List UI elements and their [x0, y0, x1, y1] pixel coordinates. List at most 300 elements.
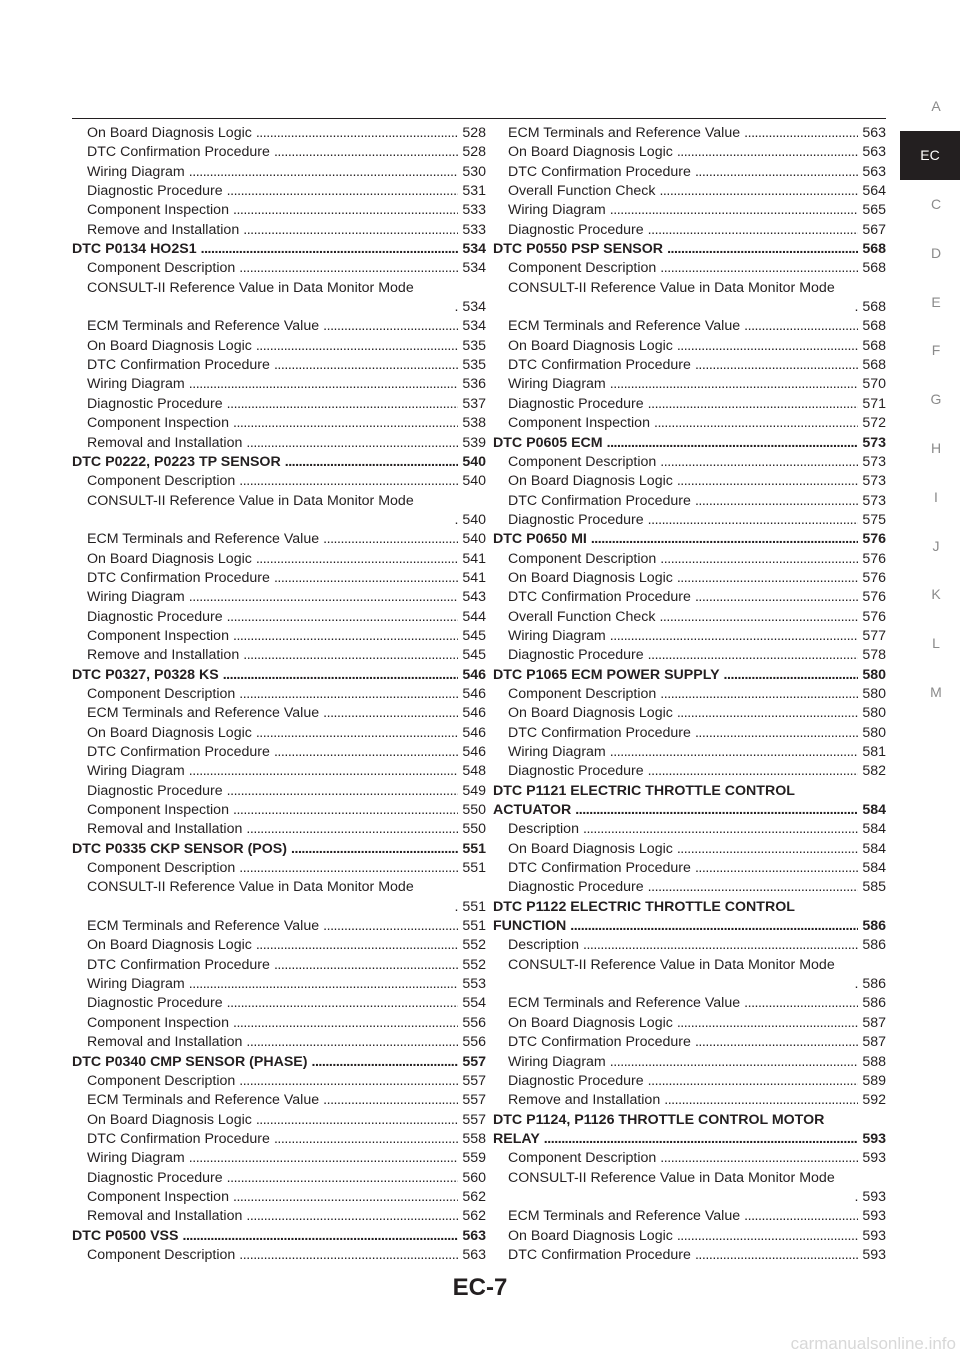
section-tab-ec[interactable]: EC — [900, 131, 960, 180]
entry-page: 584 — [862, 821, 886, 838]
entry-page: 585 — [862, 879, 886, 896]
entry-title: DTC Confirmation Procedure — [508, 724, 691, 741]
section-tab-k[interactable]: K — [931, 586, 941, 603]
dot-leader — [677, 337, 859, 356]
dot-leader — [744, 994, 858, 1013]
dot-leader — [323, 917, 458, 936]
watermark: carmanualsonline.info — [790, 1334, 956, 1353]
toc-heading-entry[interactable] — [72, 1227, 486, 1246]
dot-leader — [189, 588, 459, 607]
toc-entry[interactable] — [72, 820, 486, 839]
dot-leader — [677, 472, 859, 491]
entry-page: 573 — [862, 492, 886, 509]
entry-page: 573 — [862, 434, 886, 451]
toc-entry[interactable] — [493, 395, 886, 414]
entry-title: ECM Terminals and Reference Value — [87, 918, 320, 935]
top-rule — [72, 118, 886, 119]
toc-entry[interactable] — [493, 356, 886, 375]
entry-page: 563 — [862, 125, 886, 141]
toc-entry[interactable] — [72, 201, 486, 220]
entry-title: Wiring Diagram — [508, 744, 606, 760]
entry-page: 584 — [862, 840, 886, 857]
toc-entry[interactable] — [72, 994, 486, 1013]
toc-entry[interactable] — [493, 878, 886, 897]
dot-leader — [256, 724, 459, 743]
entry-title: On Board Diagnosis Logic — [508, 705, 673, 722]
toc-entry[interactable] — [493, 646, 886, 665]
section-tab-d[interactable]: D — [930, 244, 942, 261]
section-tab-i[interactable]: I — [934, 488, 938, 505]
dot-leader — [311, 1053, 458, 1072]
entry-page: 554 — [462, 995, 486, 1012]
dot-leader — [227, 1169, 459, 1188]
toc-entry[interactable] — [72, 917, 486, 936]
toc-entry[interactable] — [72, 1169, 486, 1188]
entry-title: DTC P0550 PSP SENSOR — [493, 241, 664, 258]
toc-entry[interactable] — [493, 201, 886, 220]
toc-heading-entry[interactable] — [493, 434, 886, 453]
toc-entry[interactable] — [72, 1130, 486, 1149]
toc-entry[interactable] — [72, 1111, 486, 1130]
entry-title: DTC P0500 VSS — [72, 1227, 179, 1244]
dot-leader — [659, 608, 858, 627]
toc-entry[interactable] — [493, 279, 886, 318]
entry-page: 540 — [462, 473, 486, 490]
entry-title: DTC Confirmation Procedure — [87, 744, 270, 760]
entry-title: Component Inspection — [87, 802, 229, 819]
toc-entry[interactable] — [72, 762, 486, 781]
toc-entry[interactable] — [493, 375, 886, 394]
toc-entry[interactable] — [493, 259, 886, 278]
toc-entry[interactable] — [72, 956, 486, 975]
entry-title: Diagnostic Procedure — [508, 395, 644, 412]
entry-page: 556 — [462, 1014, 486, 1031]
dot-leader — [744, 1207, 858, 1226]
entry-title: Component Inspection — [87, 1188, 229, 1205]
toc-entry[interactable] — [493, 1246, 886, 1265]
toc-entry[interactable] — [72, 743, 486, 762]
toc-entry[interactable] — [493, 724, 886, 743]
toc-entry[interactable] — [72, 163, 486, 182]
toc-entry[interactable] — [493, 492, 886, 511]
dot-leader — [648, 511, 859, 530]
dot-leader — [274, 356, 458, 375]
entry-title: Component Description — [508, 1150, 657, 1167]
toc-entry[interactable] — [493, 859, 886, 878]
entry-page: 587 — [862, 1014, 886, 1031]
entry-page: 576 — [862, 550, 886, 567]
entry-title: On Board Diagnosis Logic — [508, 1227, 673, 1244]
entry-title: Remove and Installation — [87, 221, 240, 238]
dot-leader — [256, 1111, 459, 1130]
entry-title: CONSULT-II Reference Value in Data Monitor Mode — [87, 492, 414, 509]
dot-leader — [583, 820, 858, 839]
entry-title: On Board Diagnosis Logic — [87, 724, 252, 741]
entry-title: Wiring Diagram — [87, 1150, 185, 1167]
entry-page: 571 — [862, 395, 886, 412]
entry-title: CONSULT-II Reference Value in Data Monitor Mode — [87, 279, 414, 296]
entry-page: 570 — [862, 376, 886, 393]
toc-entry[interactable] — [72, 472, 486, 491]
dot-leader — [227, 182, 459, 201]
entry-title: Component Inspection — [87, 1014, 229, 1031]
toc-entry[interactable] — [493, 608, 886, 627]
entry-page: 546 — [462, 705, 486, 722]
section-tab-g[interactable]: G — [930, 391, 942, 408]
toc-entry[interactable] — [493, 1091, 886, 1110]
entry-page: 546 — [462, 666, 486, 683]
dot-leader — [695, 1033, 858, 1052]
toc-entry[interactable] — [72, 356, 486, 375]
entry-page: 557 — [462, 1053, 486, 1070]
entry-title: ECM Terminals and Reference Value — [87, 705, 320, 722]
dot-leader — [227, 608, 459, 627]
entry-page: 550 — [462, 821, 486, 838]
entry-page: 584 — [862, 860, 886, 877]
dot-leader — [583, 936, 858, 955]
entry-title: Remove and Installation — [87, 647, 240, 664]
entry-page: 592 — [862, 1092, 886, 1109]
toc-heading-entry[interactable] — [493, 666, 886, 685]
toc-entry[interactable] — [72, 395, 486, 414]
toc-entry[interactable] — [72, 1246, 486, 1265]
dot-leader — [239, 259, 458, 278]
entry-title: Wiring Diagram — [508, 1053, 606, 1070]
toc-left-column — [72, 124, 486, 1265]
entry-title: ECM Terminals and Reference Value — [508, 318, 741, 335]
toc-entry[interactable] — [493, 1072, 886, 1091]
entry-page: 546 — [462, 724, 486, 741]
dot-leader — [323, 317, 458, 336]
entry-page: 580 — [862, 705, 886, 722]
entry-title: Wiring Diagram — [508, 202, 606, 219]
entry-title: Wiring Diagram — [508, 627, 606, 644]
toc-heading-entry[interactable] — [493, 530, 886, 549]
entry-page: . 540 — [454, 511, 486, 528]
entry-title: Removal and Installation — [87, 434, 243, 451]
toc-entry[interactable] — [493, 511, 886, 530]
dot-leader — [243, 646, 458, 665]
entry-page: . 568 — [854, 299, 886, 316]
entry-page: 582 — [862, 763, 886, 780]
entry-page: 557 — [462, 1092, 486, 1109]
entry-page: 552 — [462, 956, 486, 973]
toc-heading-entry[interactable] — [72, 666, 486, 685]
toc-entry[interactable] — [72, 569, 486, 588]
toc-entry[interactable] — [72, 1149, 486, 1168]
entry-title: DTC Confirmation Procedure — [508, 492, 691, 509]
entry-title: DTC Confirmation Procedure — [508, 357, 691, 374]
entry-page: 534 — [462, 241, 486, 258]
toc-entry[interactable] — [72, 434, 486, 453]
toc-entry[interactable] — [72, 608, 486, 627]
toc-entry[interactable] — [493, 453, 886, 472]
entry-page: 563 — [462, 1246, 486, 1263]
entry-title: Wiring Diagram — [87, 163, 185, 180]
entry-title: DTC P1065 ECM POWER SUPPLY — [493, 666, 720, 683]
toc-heading-entry[interactable] — [493, 1111, 886, 1150]
dot-leader — [227, 395, 459, 414]
toc-entry[interactable] — [493, 1227, 886, 1246]
entry-page: 533 — [462, 202, 486, 219]
toc-entry[interactable] — [493, 1149, 886, 1168]
toc-entry[interactable] — [72, 975, 486, 994]
entry-page: 587 — [862, 1034, 886, 1051]
toc-entry[interactable] — [72, 588, 486, 607]
toc-entry[interactable] — [72, 627, 486, 646]
dot-leader — [695, 859, 858, 878]
entry-page: 550 — [462, 802, 486, 819]
entry-title: Wiring Diagram — [87, 589, 185, 606]
entry-page: 562 — [462, 1188, 486, 1205]
toc-entry[interactable] — [72, 375, 486, 394]
dot-leader — [274, 1130, 458, 1149]
entry-title: Diagnostic Procedure — [87, 1169, 223, 1186]
entry-title: On Board Diagnosis Logic — [508, 840, 673, 857]
toc-entry[interactable] — [493, 163, 886, 182]
dot-leader — [233, 1188, 458, 1207]
dot-leader — [677, 569, 859, 588]
dot-leader — [660, 259, 858, 278]
toc-entry[interactable] — [493, 956, 886, 995]
toc-heading-entry[interactable] — [72, 240, 486, 259]
toc-entry[interactable] — [493, 743, 886, 762]
entry-page: 544 — [462, 608, 486, 625]
toc-entry[interactable] — [72, 530, 486, 549]
entry-page: 540 — [462, 531, 486, 548]
toc-entry[interactable] — [72, 317, 486, 336]
toc-entry[interactable] — [493, 704, 886, 723]
entry-title: DTC P0134 HO2S1 — [72, 241, 197, 258]
toc-entry[interactable] — [493, 627, 886, 646]
toc-entry[interactable] — [72, 1188, 486, 1207]
dot-leader — [695, 724, 858, 743]
entry-page: 530 — [462, 163, 486, 180]
toc-entry[interactable] — [72, 492, 486, 531]
dot-leader — [189, 163, 459, 182]
entry-title: Component Description — [87, 860, 236, 877]
entry-page: 580 — [862, 666, 886, 683]
entry-title: Diagnostic Procedure — [87, 608, 223, 625]
entry-title: ECM Terminals and Reference Value — [508, 1208, 741, 1225]
entry-title: Removal and Installation — [87, 821, 243, 838]
dot-leader — [274, 569, 458, 588]
dot-leader — [695, 588, 858, 607]
toc-entry[interactable] — [72, 414, 486, 433]
dot-leader — [201, 240, 459, 259]
entry-page: 545 — [462, 627, 486, 644]
dot-leader — [677, 704, 859, 723]
toc-entry[interactable] — [72, 859, 486, 878]
entry-page: 562 — [462, 1208, 486, 1225]
entry-title: Diagnostic Procedure — [87, 183, 223, 200]
dot-leader — [323, 1091, 458, 1110]
dot-leader — [256, 936, 459, 955]
entry-title-continued — [493, 1130, 886, 1149]
entry-page: 560 — [462, 1169, 486, 1186]
entry-page: 576 — [862, 608, 886, 625]
entry-title: Component Description — [87, 260, 236, 277]
dot-leader — [233, 201, 458, 220]
entry-page: 568 — [862, 318, 886, 335]
toc-entry[interactable] — [493, 762, 886, 781]
entry-title: Overall Function Check — [508, 183, 656, 200]
toc-entry[interactable] — [72, 1091, 486, 1110]
toc-entry[interactable] — [72, 1014, 486, 1033]
dot-leader — [323, 704, 458, 723]
entry-title: DTC Confirmation Procedure — [508, 860, 691, 877]
entry-title: Diagnostic Procedure — [87, 995, 223, 1012]
entry-page: 568 — [862, 241, 886, 258]
section-tab-h[interactable]: H — [930, 439, 942, 456]
entry-title: Removal and Installation — [87, 1208, 243, 1225]
toc-entry[interactable] — [493, 569, 886, 588]
dot-leader — [660, 1149, 858, 1168]
toc-entry[interactable] — [493, 182, 886, 201]
toc-entry[interactable] — [493, 994, 886, 1013]
section-tab-l[interactable]: L — [932, 635, 940, 652]
toc-heading-entry[interactable] — [493, 240, 886, 259]
toc-heading-entry[interactable] — [493, 898, 886, 937]
toc-entry[interactable] — [493, 936, 886, 955]
toc-entry[interactable] — [493, 550, 886, 569]
section-tab-a[interactable]: A — [931, 98, 941, 115]
toc-entry[interactable] — [72, 801, 486, 820]
section-tab-f[interactable]: F — [931, 342, 941, 359]
dot-leader — [243, 221, 458, 240]
entry-title: ECM Terminals and Reference Value — [87, 531, 320, 548]
dot-leader — [239, 472, 458, 491]
entry-title-line2: FUNCTION — [493, 918, 567, 935]
dot-leader — [285, 453, 459, 472]
toc-entry[interactable] — [493, 414, 886, 433]
entry-title: DTC P1121 ELECTRIC THROTTLE CONTROL — [493, 782, 795, 799]
entry-page: 552 — [462, 937, 486, 954]
toc-entry[interactable] — [72, 936, 486, 955]
entry-page: 573 — [862, 453, 886, 470]
dot-leader — [610, 743, 859, 762]
entry-title: Overall Function Check — [508, 608, 656, 625]
toc-entry[interactable] — [493, 317, 886, 336]
toc-entry[interactable] — [493, 1033, 886, 1052]
toc-heading-entry[interactable] — [72, 1053, 486, 1072]
toc-heading-entry[interactable] — [72, 453, 486, 472]
entry-page: 576 — [862, 589, 886, 606]
dot-leader — [677, 1014, 859, 1033]
toc-entry[interactable] — [72, 124, 486, 143]
dot-leader — [323, 530, 458, 549]
entry-page: 563 — [862, 163, 886, 180]
toc-entry[interactable] — [493, 685, 886, 704]
toc-entry[interactable] — [493, 1207, 886, 1226]
toc-entry[interactable] — [72, 1207, 486, 1226]
dot-leader — [239, 859, 458, 878]
toc-entry[interactable] — [493, 588, 886, 607]
toc-entry[interactable] — [72, 1072, 486, 1091]
dot-leader — [274, 956, 458, 975]
section-tab-e[interactable]: E — [931, 293, 941, 310]
entry-page: 534 — [462, 260, 486, 277]
toc-entry[interactable] — [493, 124, 886, 143]
toc-entry[interactable] — [72, 337, 486, 356]
toc-entry[interactable] — [493, 1169, 886, 1208]
entry-title: Component Description — [87, 685, 236, 702]
toc-entry[interactable] — [493, 472, 886, 491]
toc-entry[interactable] — [72, 724, 486, 743]
dot-leader — [610, 201, 859, 220]
toc-entry[interactable] — [493, 840, 886, 859]
toc-entry[interactable] — [72, 279, 486, 318]
entry-page: 540 — [462, 453, 486, 470]
toc-entry[interactable] — [72, 782, 486, 801]
toc-entry[interactable] — [493, 1014, 886, 1033]
toc-entry[interactable] — [493, 820, 886, 839]
toc-entry[interactable] — [493, 143, 886, 162]
entry-page: 563 — [462, 1227, 486, 1244]
entry-title: DTC Confirmation Procedure — [508, 163, 691, 180]
toc-entry[interactable] — [72, 1033, 486, 1052]
dot-leader — [648, 221, 859, 240]
entry-page: 593 — [862, 1150, 886, 1167]
entry-title: DTC P0327, P0328 KS — [72, 666, 219, 683]
toc-entry[interactable] — [72, 143, 486, 162]
entry-title: Component Inspection — [87, 202, 229, 219]
dot-leader — [744, 124, 858, 143]
dot-leader — [695, 1246, 858, 1265]
entry-page: 565 — [862, 202, 886, 219]
dot-leader — [189, 975, 459, 994]
dot-leader — [607, 434, 859, 453]
toc-entry[interactable] — [493, 221, 886, 240]
dot-leader — [256, 550, 459, 569]
dot-leader — [724, 666, 859, 685]
entry-title: CONSULT-II Reference Value in Data Monitor Mode — [508, 956, 835, 973]
toc-entry[interactable] — [72, 259, 486, 278]
toc-entry[interactable] — [72, 550, 486, 569]
toc-heading-entry[interactable] — [72, 840, 486, 859]
toc-entry[interactable] — [72, 685, 486, 704]
entry-title: Description — [508, 821, 579, 838]
entry-page: 575 — [862, 511, 886, 528]
entry-title: On Board Diagnosis Logic — [87, 550, 252, 567]
toc-entry[interactable] — [493, 1053, 886, 1072]
entry-page: 588 — [862, 1053, 886, 1070]
entry-title: Diagnostic Procedure — [508, 221, 644, 238]
toc-entry[interactable] — [72, 704, 486, 723]
toc-heading-entry[interactable] — [493, 782, 886, 821]
toc-entry[interactable] — [493, 337, 886, 356]
section-tab-c[interactable]: C — [930, 195, 942, 212]
entry-title: Component Inspection — [87, 627, 229, 644]
section-tab-j[interactable]: J — [932, 537, 940, 554]
entry-page: 568 — [862, 260, 886, 277]
entry-page: 556 — [462, 1034, 486, 1051]
entry-page: 539 — [462, 434, 486, 451]
entry-page: 586 — [862, 918, 886, 935]
toc-entry[interactable] — [72, 878, 486, 917]
entry-title: DTC Confirmation Procedure — [508, 1246, 691, 1263]
toc-entry[interactable] — [72, 182, 486, 201]
dot-leader — [677, 1227, 859, 1246]
entry-page: 567 — [862, 221, 886, 238]
dot-leader — [274, 143, 458, 162]
entry-page: 586 — [862, 937, 886, 954]
section-tab-m[interactable]: M — [930, 683, 942, 700]
toc-entry[interactable] — [72, 646, 486, 665]
dot-leader — [256, 124, 459, 143]
toc-entry[interactable] — [72, 221, 486, 240]
entry-title: DTC Confirmation Procedure — [87, 357, 270, 374]
